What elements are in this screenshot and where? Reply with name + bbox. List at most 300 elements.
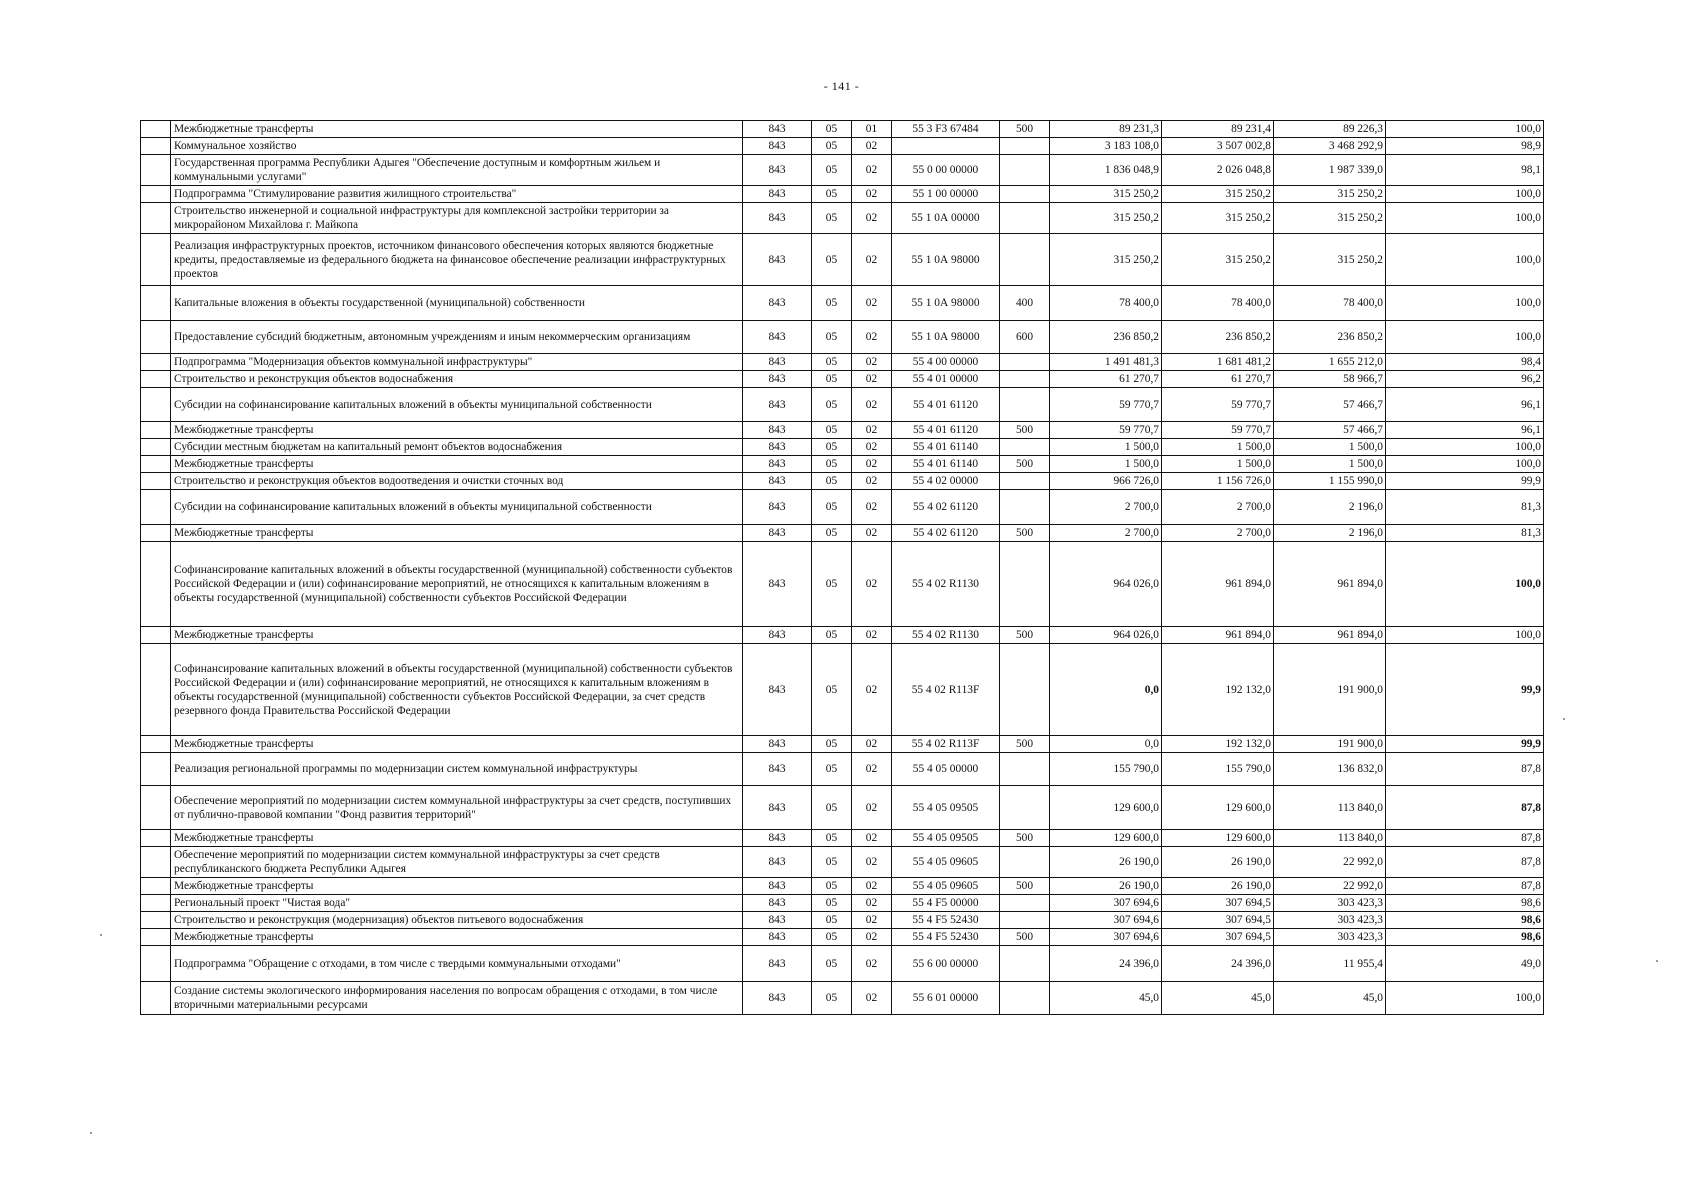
admin-code-cell: 843 (743, 203, 812, 234)
row-margin-cell (141, 354, 171, 371)
section-code-cell: 05 (812, 321, 852, 354)
row-name-cell: Межбюджетные трансферты (171, 422, 743, 439)
admin-code-cell: 843 (743, 286, 812, 321)
executed-amount-cell: 2 196,0 (1274, 525, 1386, 542)
section-code-cell: 05 (812, 830, 852, 847)
admin-code-cell: 843 (743, 525, 812, 542)
execution-percent-cell: 99,9 (1386, 473, 1544, 490)
section-code-cell: 05 (812, 354, 852, 371)
table-row (141, 155, 1544, 186)
table-row (141, 627, 1544, 644)
section-code-cell: 05 (812, 286, 852, 321)
target-article-cell: 55 4 05 09605 (892, 878, 1000, 895)
expense-type-cell: 600 (1000, 321, 1050, 354)
row-name-cell: Субсидии на софинансирование капитальных вложений в объекты муниципальной собственности (171, 388, 743, 422)
approved-amount-cell: 1 491 481,3 (1050, 354, 1162, 371)
revised-amount-cell: 315 250,2 (1162, 186, 1274, 203)
table-row (141, 753, 1544, 786)
section-code-cell: 05 (812, 456, 852, 473)
admin-code-cell: 843 (743, 121, 812, 138)
revised-amount-cell: 129 600,0 (1162, 830, 1274, 847)
section-code-cell: 05 (812, 490, 852, 525)
executed-amount-cell: 2 196,0 (1274, 490, 1386, 525)
row-margin-cell (141, 525, 171, 542)
table-row (141, 186, 1544, 203)
row-margin-cell (141, 753, 171, 786)
admin-code-cell: 843 (743, 946, 812, 982)
admin-code-cell: 843 (743, 439, 812, 456)
executed-amount-cell: 303 423,3 (1274, 912, 1386, 929)
target-article-cell: 55 0 00 00000 (892, 155, 1000, 186)
approved-amount-cell: 315 250,2 (1050, 234, 1162, 286)
expense-type-cell: 500 (1000, 422, 1050, 439)
target-article-cell: 55 4 02 61120 (892, 490, 1000, 525)
expense-type-cell: 500 (1000, 456, 1050, 473)
table-row (141, 878, 1544, 895)
target-article-cell: 55 4 F5 00000 (892, 895, 1000, 912)
revised-amount-cell: 61 270,7 (1162, 371, 1274, 388)
execution-percent-cell: 100,0 (1386, 439, 1544, 456)
row-margin-cell (141, 203, 171, 234)
executed-amount-cell: 1 500,0 (1274, 439, 1386, 456)
execution-percent-cell: 99,9 (1386, 644, 1544, 736)
subsection-code-cell: 02 (852, 946, 892, 982)
row-name-cell: Региональный проект "Чистая вода" (171, 895, 743, 912)
executed-amount-cell: 303 423,3 (1274, 929, 1386, 946)
scan-speck (90, 1132, 92, 1134)
scan-speck (100, 934, 102, 936)
target-article-cell: 55 4 02 R113F (892, 736, 1000, 753)
expense-type-cell: 500 (1000, 736, 1050, 753)
revised-amount-cell: 59 770,7 (1162, 422, 1274, 439)
execution-percent-cell: 96,2 (1386, 371, 1544, 388)
revised-amount-cell: 1 681 481,2 (1162, 354, 1274, 371)
target-article-cell: 55 6 01 00000 (892, 982, 1000, 1015)
revised-amount-cell: 26 190,0 (1162, 878, 1274, 895)
target-article-cell: 55 1 0А 98000 (892, 321, 1000, 354)
row-margin-cell (141, 155, 171, 186)
row-margin-cell (141, 895, 171, 912)
revised-amount-cell: 961 894,0 (1162, 542, 1274, 627)
target-article-cell: 55 3 F3 67484 (892, 121, 1000, 138)
revised-amount-cell: 192 132,0 (1162, 736, 1274, 753)
approved-amount-cell: 0,0 (1050, 644, 1162, 736)
approved-amount-cell: 1 836 048,9 (1050, 155, 1162, 186)
table-row (141, 786, 1544, 830)
subsection-code-cell: 02 (852, 422, 892, 439)
subsection-code-cell: 02 (852, 525, 892, 542)
approved-amount-cell: 966 726,0 (1050, 473, 1162, 490)
admin-code-cell: 843 (743, 234, 812, 286)
expense-type-cell: 500 (1000, 929, 1050, 946)
admin-code-cell: 843 (743, 473, 812, 490)
row-name-cell: Коммунальное хозяйство (171, 138, 743, 155)
expense-type-cell (1000, 753, 1050, 786)
table-row (141, 234, 1544, 286)
approved-amount-cell: 964 026,0 (1050, 627, 1162, 644)
table-row (141, 946, 1544, 982)
revised-amount-cell: 2 700,0 (1162, 490, 1274, 525)
subsection-code-cell: 02 (852, 753, 892, 786)
target-article-cell: 55 4 F5 52430 (892, 929, 1000, 946)
admin-code-cell: 843 (743, 138, 812, 155)
approved-amount-cell: 2 700,0 (1050, 490, 1162, 525)
row-margin-cell (141, 388, 171, 422)
subsection-code-cell: 02 (852, 186, 892, 203)
table-row (141, 929, 1544, 946)
section-code-cell: 05 (812, 627, 852, 644)
table-row (141, 371, 1544, 388)
row-margin-cell (141, 490, 171, 525)
approved-amount-cell: 3 183 108,0 (1050, 138, 1162, 155)
executed-amount-cell: 315 250,2 (1274, 186, 1386, 203)
admin-code-cell: 843 (743, 982, 812, 1015)
admin-code-cell: 843 (743, 542, 812, 627)
page-number: - 141 - (823, 79, 860, 93)
expense-type-cell (1000, 895, 1050, 912)
admin-code-cell: 843 (743, 155, 812, 186)
subsection-code-cell: 02 (852, 878, 892, 895)
execution-percent-cell: 100,0 (1386, 982, 1544, 1015)
section-code-cell: 05 (812, 786, 852, 830)
section-code-cell: 05 (812, 644, 852, 736)
approved-amount-cell: 45,0 (1050, 982, 1162, 1015)
row-name-cell: Межбюджетные трансферты (171, 736, 743, 753)
execution-percent-cell: 98,4 (1386, 354, 1544, 371)
row-margin-cell (141, 878, 171, 895)
table-row (141, 982, 1544, 1015)
executed-amount-cell: 113 840,0 (1274, 786, 1386, 830)
executed-amount-cell: 58 966,7 (1274, 371, 1386, 388)
revised-amount-cell: 315 250,2 (1162, 203, 1274, 234)
table-row (141, 736, 1544, 753)
subsection-code-cell: 02 (852, 786, 892, 830)
row-name-cell: Подпрограмма "Обращение с отходами, в том числе с твердыми коммунальными отходами" (171, 946, 743, 982)
target-article-cell: 55 4 05 09505 (892, 786, 1000, 830)
approved-amount-cell: 236 850,2 (1050, 321, 1162, 354)
table-row (141, 422, 1544, 439)
admin-code-cell: 843 (743, 371, 812, 388)
target-article-cell: 55 4 02 R1130 (892, 542, 1000, 627)
revised-amount-cell: 59 770,7 (1162, 388, 1274, 422)
approved-amount-cell: 26 190,0 (1050, 847, 1162, 878)
revised-amount-cell: 155 790,0 (1162, 753, 1274, 786)
execution-percent-cell: 100,0 (1386, 234, 1544, 286)
section-code-cell: 05 (812, 473, 852, 490)
subsection-code-cell: 02 (852, 490, 892, 525)
executed-amount-cell: 1 655 212,0 (1274, 354, 1386, 371)
approved-amount-cell: 89 231,3 (1050, 121, 1162, 138)
subsection-code-cell: 02 (852, 286, 892, 321)
execution-percent-cell: 87,8 (1386, 830, 1544, 847)
row-name-cell: Капитальные вложения в объекты государственной (муниципальной) собственности (171, 286, 743, 321)
row-margin-cell (141, 736, 171, 753)
expense-type-cell: 500 (1000, 830, 1050, 847)
admin-code-cell: 843 (743, 830, 812, 847)
executed-amount-cell: 961 894,0 (1274, 542, 1386, 627)
executed-amount-cell: 113 840,0 (1274, 830, 1386, 847)
target-article-cell: 55 4 02 61120 (892, 525, 1000, 542)
admin-code-cell: 843 (743, 388, 812, 422)
approved-amount-cell: 315 250,2 (1050, 203, 1162, 234)
executed-amount-cell: 1 155 990,0 (1274, 473, 1386, 490)
revised-amount-cell: 1 500,0 (1162, 439, 1274, 456)
budget-table (140, 120, 1544, 1015)
expense-type-cell (1000, 186, 1050, 203)
row-name-cell: Создание системы экологического информирования населения по вопросам обращения с отходами, в том числе вторичными материальными ресурсами (171, 982, 743, 1015)
table-row (141, 456, 1544, 473)
admin-code-cell: 843 (743, 786, 812, 830)
table-row (141, 473, 1544, 490)
executed-amount-cell: 11 955,4 (1274, 946, 1386, 982)
row-name-cell: Межбюджетные трансферты (171, 121, 743, 138)
expense-type-cell (1000, 234, 1050, 286)
approved-amount-cell: 24 396,0 (1050, 946, 1162, 982)
executed-amount-cell: 3 468 292,9 (1274, 138, 1386, 155)
target-article-cell: 55 4 01 61120 (892, 422, 1000, 439)
approved-amount-cell: 0,0 (1050, 736, 1162, 753)
expense-type-cell: 500 (1000, 878, 1050, 895)
target-article-cell: 55 1 0А 98000 (892, 286, 1000, 321)
subsection-code-cell: 02 (852, 234, 892, 286)
execution-percent-cell: 100,0 (1386, 186, 1544, 203)
target-article-cell: 55 6 00 00000 (892, 946, 1000, 982)
row-margin-cell (141, 929, 171, 946)
approved-amount-cell: 2 700,0 (1050, 525, 1162, 542)
table-row (141, 321, 1544, 354)
revised-amount-cell: 45,0 (1162, 982, 1274, 1015)
row-margin-cell (141, 186, 171, 203)
section-code-cell: 05 (812, 155, 852, 186)
table-row (141, 912, 1544, 929)
admin-code-cell: 843 (743, 912, 812, 929)
execution-percent-cell: 87,8 (1386, 847, 1544, 878)
revised-amount-cell: 24 396,0 (1162, 946, 1274, 982)
budget-table-body (141, 121, 1544, 1015)
row-margin-cell (141, 912, 171, 929)
subsection-code-cell: 02 (852, 439, 892, 456)
row-name-cell: Субсидии на софинансирование капитальных вложений в объекты муниципальной собственности (171, 490, 743, 525)
executed-amount-cell: 57 466,7 (1274, 388, 1386, 422)
approved-amount-cell: 315 250,2 (1050, 186, 1162, 203)
row-name-cell: Межбюджетные трансферты (171, 525, 743, 542)
approved-amount-cell: 78 400,0 (1050, 286, 1162, 321)
executed-amount-cell: 191 900,0 (1274, 736, 1386, 753)
admin-code-cell: 843 (743, 321, 812, 354)
table-row (141, 203, 1544, 234)
expense-type-cell (1000, 982, 1050, 1015)
expense-type-cell (1000, 542, 1050, 627)
revised-amount-cell: 315 250,2 (1162, 234, 1274, 286)
expense-type-cell: 400 (1000, 286, 1050, 321)
execution-percent-cell: 98,6 (1386, 895, 1544, 912)
row-name-cell: Строительство инженерной и социальной инфраструктуры для комплексной застройки территории за микрорайоном Михайлова г. Майкопа (171, 203, 743, 234)
row-name-cell: Межбюджетные трансферты (171, 878, 743, 895)
target-article-cell: 55 4 05 09605 (892, 847, 1000, 878)
row-margin-cell (141, 371, 171, 388)
executed-amount-cell: 236 850,2 (1274, 321, 1386, 354)
target-article-cell: 55 1 0А 00000 (892, 203, 1000, 234)
expense-type-cell: 500 (1000, 627, 1050, 644)
subsection-code-cell: 02 (852, 354, 892, 371)
approved-amount-cell: 26 190,0 (1050, 878, 1162, 895)
row-margin-cell (141, 830, 171, 847)
row-name-cell: Строительство и реконструкция объектов водоотведения и очистки сточных вод (171, 473, 743, 490)
revised-amount-cell: 89 231,4 (1162, 121, 1274, 138)
executed-amount-cell: 191 900,0 (1274, 644, 1386, 736)
admin-code-cell: 843 (743, 929, 812, 946)
target-article-cell: 55 4 F5 52430 (892, 912, 1000, 929)
executed-amount-cell: 78 400,0 (1274, 286, 1386, 321)
revised-amount-cell: 129 600,0 (1162, 786, 1274, 830)
expense-type-cell (1000, 912, 1050, 929)
execution-percent-cell: 100,0 (1386, 456, 1544, 473)
expense-type-cell (1000, 490, 1050, 525)
row-margin-cell (141, 121, 171, 138)
target-article-cell: 55 1 00 00000 (892, 186, 1000, 203)
execution-percent-cell: 100,0 (1386, 286, 1544, 321)
revised-amount-cell: 1 156 726,0 (1162, 473, 1274, 490)
revised-amount-cell: 3 507 002,8 (1162, 138, 1274, 155)
section-code-cell: 05 (812, 439, 852, 456)
executed-amount-cell: 315 250,2 (1274, 203, 1386, 234)
approved-amount-cell: 307 694,6 (1050, 929, 1162, 946)
approved-amount-cell: 59 770,7 (1050, 422, 1162, 439)
admin-code-cell: 843 (743, 753, 812, 786)
executed-amount-cell: 57 466,7 (1274, 422, 1386, 439)
row-name-cell: Софинансирование капитальных вложений в объекты государственной (муниципальной) собственности субъектов Российской Федерации и (или) софинансирование мероприятий, не относящихся к капитальным вложениям в объекты государственной (муниципальной) собственности субъектов Российской Федерации (171, 542, 743, 627)
target-article-cell: 55 4 01 61120 (892, 388, 1000, 422)
row-margin-cell (141, 542, 171, 627)
revised-amount-cell: 236 850,2 (1162, 321, 1274, 354)
subsection-code-cell: 02 (852, 155, 892, 186)
approved-amount-cell: 155 790,0 (1050, 753, 1162, 786)
table-row (141, 542, 1544, 627)
row-name-cell: Государственная программа Республики Адыгея "Обеспечение доступным и комфортным жильем и коммунальными услугами" (171, 155, 743, 186)
approved-amount-cell: 307 694,6 (1050, 895, 1162, 912)
target-article-cell: 55 4 01 61140 (892, 456, 1000, 473)
row-margin-cell (141, 439, 171, 456)
row-name-cell: Предоставление субсидий бюджетным, автономным учреждениям и иным некоммерческим организациям (171, 321, 743, 354)
execution-percent-cell: 100,0 (1386, 627, 1544, 644)
target-article-cell: 55 1 0А 98000 (892, 234, 1000, 286)
admin-code-cell: 843 (743, 422, 812, 439)
expense-type-cell: 500 (1000, 525, 1050, 542)
execution-percent-cell: 100,0 (1386, 203, 1544, 234)
admin-code-cell: 843 (743, 878, 812, 895)
approved-amount-cell: 964 026,0 (1050, 542, 1162, 627)
execution-percent-cell: 49,0 (1386, 946, 1544, 982)
target-article-cell: 55 4 01 61140 (892, 439, 1000, 456)
table-row (141, 525, 1544, 542)
table-row (141, 138, 1544, 155)
revised-amount-cell: 78 400,0 (1162, 286, 1274, 321)
expense-type-cell (1000, 847, 1050, 878)
execution-percent-cell: 98,6 (1386, 912, 1544, 929)
section-code-cell: 05 (812, 138, 852, 155)
section-code-cell: 05 (812, 203, 852, 234)
execution-percent-cell: 87,8 (1386, 786, 1544, 830)
subsection-code-cell: 02 (852, 982, 892, 1015)
execution-percent-cell: 87,8 (1386, 878, 1544, 895)
approved-amount-cell: 59 770,7 (1050, 388, 1162, 422)
revised-amount-cell: 961 894,0 (1162, 627, 1274, 644)
expense-type-cell (1000, 473, 1050, 490)
revised-amount-cell: 1 500,0 (1162, 456, 1274, 473)
target-article-cell: 55 4 00 00000 (892, 354, 1000, 371)
row-name-cell: Межбюджетные трансферты (171, 456, 743, 473)
row-margin-cell (141, 946, 171, 982)
approved-amount-cell: 61 270,7 (1050, 371, 1162, 388)
subsection-code-cell: 02 (852, 830, 892, 847)
expense-type-cell (1000, 371, 1050, 388)
section-code-cell: 05 (812, 422, 852, 439)
target-article-cell (892, 138, 1000, 155)
revised-amount-cell: 192 132,0 (1162, 644, 1274, 736)
row-name-cell: Межбюджетные трансферты (171, 929, 743, 946)
target-article-cell: 55 4 02 00000 (892, 473, 1000, 490)
row-margin-cell (141, 627, 171, 644)
expense-type-cell (1000, 786, 1050, 830)
executed-amount-cell: 961 894,0 (1274, 627, 1386, 644)
row-name-cell: Подпрограмма "Модернизация объектов коммунальной инфраструктуры" (171, 354, 743, 371)
admin-code-cell: 843 (743, 627, 812, 644)
expense-type-cell (1000, 155, 1050, 186)
execution-percent-cell: 100,0 (1386, 321, 1544, 354)
execution-percent-cell: 96,1 (1386, 388, 1544, 422)
subsection-code-cell: 02 (852, 736, 892, 753)
section-code-cell: 05 (812, 895, 852, 912)
table-row (141, 388, 1544, 422)
row-name-cell: Подпрограмма "Стимулирование развития жилищного строительства" (171, 186, 743, 203)
table-row (141, 644, 1544, 736)
section-code-cell: 05 (812, 371, 852, 388)
section-code-cell: 05 (812, 878, 852, 895)
revised-amount-cell: 2 700,0 (1162, 525, 1274, 542)
section-code-cell: 05 (812, 186, 852, 203)
subsection-code-cell: 02 (852, 473, 892, 490)
row-margin-cell (141, 473, 171, 490)
section-code-cell: 05 (812, 234, 852, 286)
expense-type-cell (1000, 946, 1050, 982)
table-row (141, 895, 1544, 912)
revised-amount-cell: 26 190,0 (1162, 847, 1274, 878)
row-name-cell: Реализация региональной программы по модернизации систем коммунальной инфраструктуры (171, 753, 743, 786)
section-code-cell: 05 (812, 982, 852, 1015)
row-margin-cell (141, 456, 171, 473)
row-name-cell: Строительство и реконструкция (модернизация) объектов питьевого водоснабжения (171, 912, 743, 929)
scan-speck (1563, 718, 1565, 720)
table-row (141, 121, 1544, 138)
execution-percent-cell: 96,1 (1386, 422, 1544, 439)
row-margin-cell (141, 786, 171, 830)
section-code-cell: 05 (812, 388, 852, 422)
row-margin-cell (141, 644, 171, 736)
subsection-code-cell: 02 (852, 542, 892, 627)
approved-amount-cell: 1 500,0 (1050, 456, 1162, 473)
subsection-code-cell: 02 (852, 138, 892, 155)
subsection-code-cell: 02 (852, 847, 892, 878)
admin-code-cell: 843 (743, 847, 812, 878)
subsection-code-cell: 02 (852, 895, 892, 912)
executed-amount-cell: 1 987 339,0 (1274, 155, 1386, 186)
row-name-cell: Софинансирование капитальных вложений в объекты государственной (муниципальной) собственности субъектов Российской Федерации и (или) софинансирование мероприятий, не относящихся к капитальным вложениям в объекты государственной (муниципальной) собственности субъектов Российской Федерации, за счет средств резервного фонда Правительства Российской Федерации (171, 644, 743, 736)
revised-amount-cell: 307 694,5 (1162, 912, 1274, 929)
subsection-code-cell: 02 (852, 321, 892, 354)
expense-type-cell (1000, 439, 1050, 456)
section-code-cell: 05 (812, 525, 852, 542)
subsection-code-cell: 02 (852, 388, 892, 422)
